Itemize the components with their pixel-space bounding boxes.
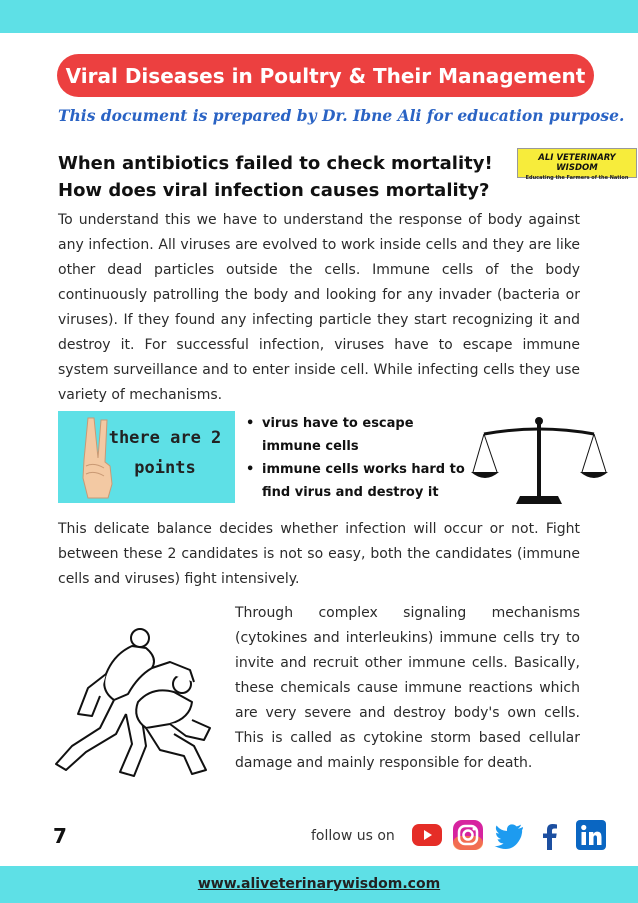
bullet-list	[246, 412, 476, 504]
bullet-item: • virus have to escape immune cells	[246, 412, 476, 458]
balance-scale-icon	[470, 412, 608, 507]
youtube-icon[interactable]	[411, 819, 443, 851]
points-line-2: points	[134, 458, 196, 478]
brand-badge	[517, 148, 637, 181]
website-link[interactable]: www.aliveterinarywisdom.com	[197, 876, 441, 892]
brand-name: ALI VETERINARY WISDOM	[538, 153, 616, 173]
linkedin-icon[interactable]	[575, 819, 607, 851]
follow-label: follow us on	[311, 828, 395, 844]
brand-tagline: Educating the Farmers of the Nation	[525, 175, 629, 181]
page-number: 7	[53, 824, 67, 848]
instagram-icon[interactable]	[452, 819, 484, 851]
section-heading	[58, 150, 508, 204]
bullet-item: • immune cells works hard to find virus and destroy it	[246, 458, 476, 504]
wrestlers-illustration	[42, 624, 222, 784]
balance-paragraph: This delicate balance decides whether infection will occur or not. Fight between these 2 candidates is not so easy, both the candidates (immune cells and viruses) fight intensively.	[58, 521, 580, 587]
top-band	[0, 0, 638, 33]
cytokine-paragraph: Through complex signaling mechanisms (cytokines and interleukins) immune cells try to invite and recruit other immune cells. Basically, these chemicals cause immune reactions which are very severe and destroy body's own cells. This is called as cytokine storm based cellular damage and mainly responsible for death.	[235, 605, 580, 771]
points-line-1: there are 2	[108, 428, 222, 448]
heading-line-2: How does viral infection causes mortality?	[58, 180, 490, 201]
twitter-icon[interactable]	[493, 819, 525, 851]
author-byline: This document is prepared by Dr. Ibne Ali for education purpose.	[58, 106, 625, 125]
facebook-icon[interactable]	[534, 819, 566, 851]
points-text	[106, 423, 224, 483]
heading-line-1: When antibiotics failed to check mortality!	[58, 153, 493, 174]
intro-paragraph: To understand this we have to understand the response of body against any infection. All viruses are evolved to work inside cells and they are like other dead particles outside the cells. Immune cells of the body continuously patrolling the body and looking for any invader (bacteria or viruses). If they found any infecting particle they start recognizing it and destroy it. For successful infection, viruses have to escape immune system surveillance and to enter inside cell. While infecting cells they use variety of mechanisms.	[58, 212, 580, 403]
page-title: Viral Diseases in Poultry & Their Management	[57, 54, 594, 97]
